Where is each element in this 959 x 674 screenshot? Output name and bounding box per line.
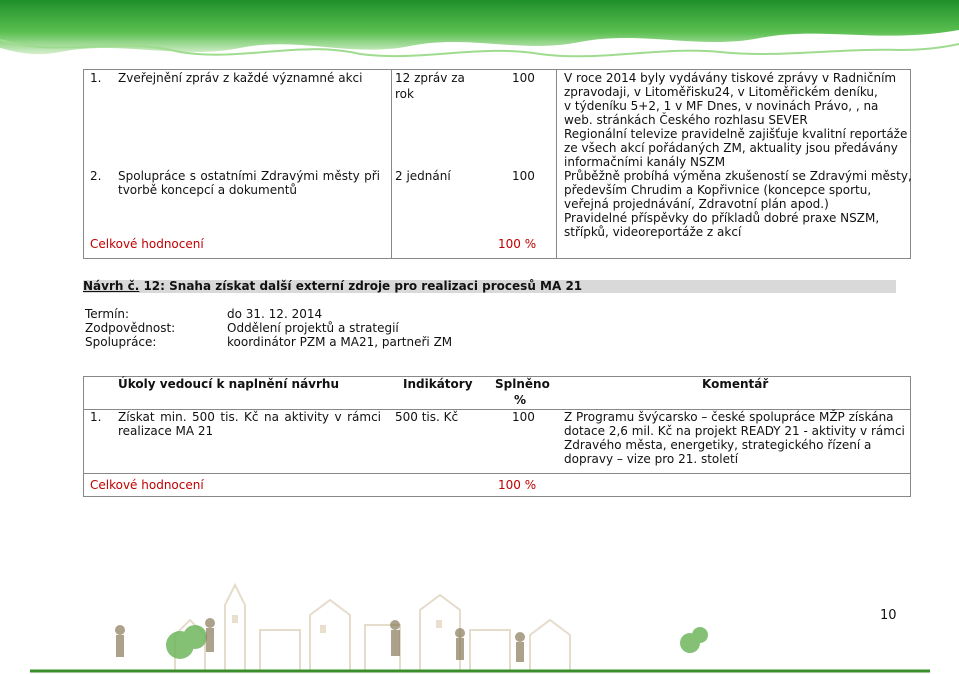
row1-comment-3: v týdeníku 5+2, 1 v MF Dnes, v novinách Právo, , na (564, 99, 879, 113)
row1-comment-2: zpravodaji, v Litoměřisku24, v Litoměřickém deníku, (564, 85, 878, 99)
row1-activity: Zveřejnění zpráv z každé významné akci (118, 71, 363, 85)
task-row-number: 1. (90, 410, 102, 424)
row2-activity-line2: tvorbě koncepcí a dokumentů (118, 183, 298, 197)
term-value: do 31. 12. 2014 (227, 307, 323, 321)
header-fulfilled-line2: % (514, 393, 527, 407)
row2-percent: 100 (512, 169, 535, 183)
proposal-title: 12: Snaha získat další externí zdroje pro realizaci procesů MA 21 (139, 279, 583, 293)
term-label: Termín: (85, 307, 130, 321)
header-comment: Komentář (702, 377, 769, 391)
activities-table (83, 69, 911, 259)
row1-comment-5: Regionální televize pravidelně zajišťuje kvalitní reportáže (564, 127, 908, 141)
responsibility-label: Zodpovědnost: (85, 321, 176, 335)
task-row-indicator: 500 tis. Kč (395, 410, 459, 424)
row1-comment-7: informačními kanály NSZM (564, 155, 726, 169)
row2-comment-3: veřejná projednávání, Zdravotní plán apod.) (564, 197, 829, 211)
row1-comment-1: V roce 2014 byly vydávány tiskové zprávy v Radničním (564, 71, 897, 85)
row1-comment-4: web. stránkách Českého rozhlasu SEVER (564, 113, 808, 127)
cooperation-value: koordinátor PZM a MA21, partneři ZM (227, 335, 453, 349)
row2-number: 2. (90, 169, 102, 183)
header-tasks: Úkoly vedoucí k naplnění návrhu (118, 377, 339, 391)
task-row-comment-4: dopravy – vize pro 21. století (564, 452, 739, 466)
row1-indicator-line1: 12 zpráv za (395, 71, 465, 85)
cooperation-label: Spolupráce: (85, 335, 157, 349)
proposal-heading (83, 280, 896, 293)
header-green-band (0, 0, 959, 62)
row2-comment-1: Průběžně probíhá výměna zkušeností se Zdravými městy, (564, 169, 912, 183)
task-row-text-line1: Získat min. 500 tis. Kč na aktivity v rámci (118, 410, 381, 424)
page-number: 10 (880, 608, 897, 623)
tasks-table (83, 376, 911, 497)
footer-town-illustration (0, 575, 959, 674)
row2-comment-4: Pravidelné příspěvky do příkladů dobré praxe NSZM, (564, 211, 880, 225)
row1-percent: 100 (512, 71, 535, 85)
table2-total-label: Celkové hodnocení (90, 478, 204, 492)
row2-comment-2: především Chrudim a Kopřivnice (koncepce sportu, (564, 183, 872, 197)
row2-activity-line1: Spolupráce s ostatními Zdravými městy při (118, 169, 380, 183)
row2-indicator: 2 jednání (395, 169, 451, 183)
header-fulfilled-line1: Splněno (495, 377, 550, 391)
task-row-comment-2: dotace 2,6 mil. Kč na projekt READY 21 - aktivity v rámci (564, 424, 905, 438)
responsibility-value: Oddělení projektů a strategií (227, 321, 399, 335)
task-row-comment-3: Zdravého města, energetiky, strategického řízení a (564, 438, 872, 452)
proposal-label: Návrh č. (83, 279, 140, 293)
table1-total-label: Celkové hodnocení (90, 237, 204, 251)
row1-indicator-line2: rok (395, 87, 414, 101)
table2-total-value: 100 % (498, 478, 537, 492)
row1-comment-6: ze všech akcí pořádaných ZM, aktuality jsou předávány (564, 141, 898, 155)
row2-comment-5: střípků, videoreportáže z akcí (564, 225, 742, 239)
task-row-text-line2: realizace MA 21 (118, 424, 214, 438)
table1-total-value: 100 % (498, 237, 537, 251)
task-row-comment-1: Z Programu švýcarsko – české spolupráce MŽP získána (564, 410, 894, 424)
task-row-percent: 100 (512, 410, 535, 424)
header-indicators: Indikátory (403, 377, 473, 391)
row1-number: 1. (90, 71, 102, 85)
